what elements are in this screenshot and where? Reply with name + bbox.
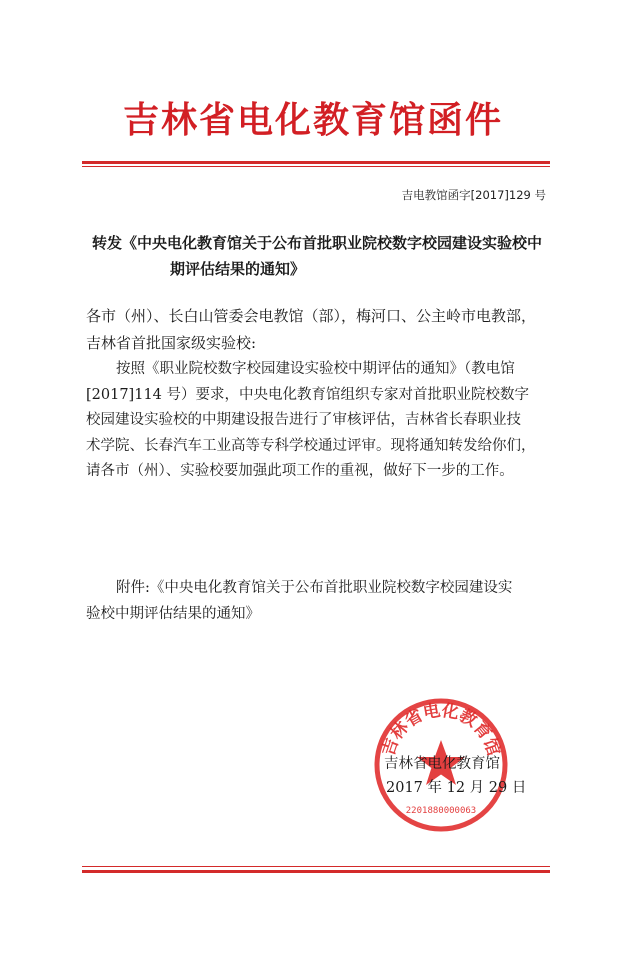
title-line-1: 转发《中央电化教育馆关于公布首批职业院校数字校园建设实验校中: [92, 234, 543, 252]
seal-arc-text: 吉林省电化教育馆: [378, 700, 504, 759]
body-line-2: [2017]114 号）要求，中央电化教育馆组织专家对首批职业院校数字: [86, 386, 529, 403]
addressee-line-1: 各市（州）、长白山管委会电教馆（部），梅河口、公主岭市电教部，: [86, 307, 537, 325]
body-line-3: 校园建设实验校的中期建设报告进行了审核评估，吉林省长春职业技: [86, 412, 521, 428]
document-number: 吉电教馆函字[2017]129 号: [401, 188, 546, 202]
title-line-2: 期评估结果的通知》: [170, 260, 306, 278]
footer-rule-bottom: [82, 870, 550, 873]
body-line-1: 按照《职业院校数字校园建设实验校中期评估的通知》（教电馆: [116, 361, 515, 377]
seal-serial: 2201880000063: [405, 806, 477, 816]
signature-block: [384, 752, 526, 800]
signature-org: 吉林省电化教育馆: [384, 756, 500, 772]
notice-title: [92, 230, 568, 282]
body-paragraph: [86, 357, 550, 485]
addressee-line-2: 吉林省首批国家级实验校:: [86, 334, 257, 352]
header-rule-top: [82, 161, 550, 164]
body-line-5: 请各市（州）、实验校要加强此项工作的重视，做好下一步的工作。: [86, 463, 514, 479]
body-line-4: 术学院、长春汽车工业高等专科学校通过评审。现将通知转发给你们，: [86, 437, 536, 454]
addressee: [86, 303, 566, 357]
footer-rule-top: [82, 866, 550, 867]
attachment-line-1: 附件:《中央电化教育馆关于公布首批职业院校数字校园建设实: [116, 580, 513, 596]
letterhead-title: 吉林省电化教育馆函件: [122, 99, 503, 141]
header-rule-bottom: [82, 166, 550, 167]
signature-date: 2017 年 12 月 29 日: [386, 780, 527, 796]
attachment-note: [86, 575, 546, 627]
attachment-line-2: 验校中期评估结果的通知》: [86, 606, 260, 622]
